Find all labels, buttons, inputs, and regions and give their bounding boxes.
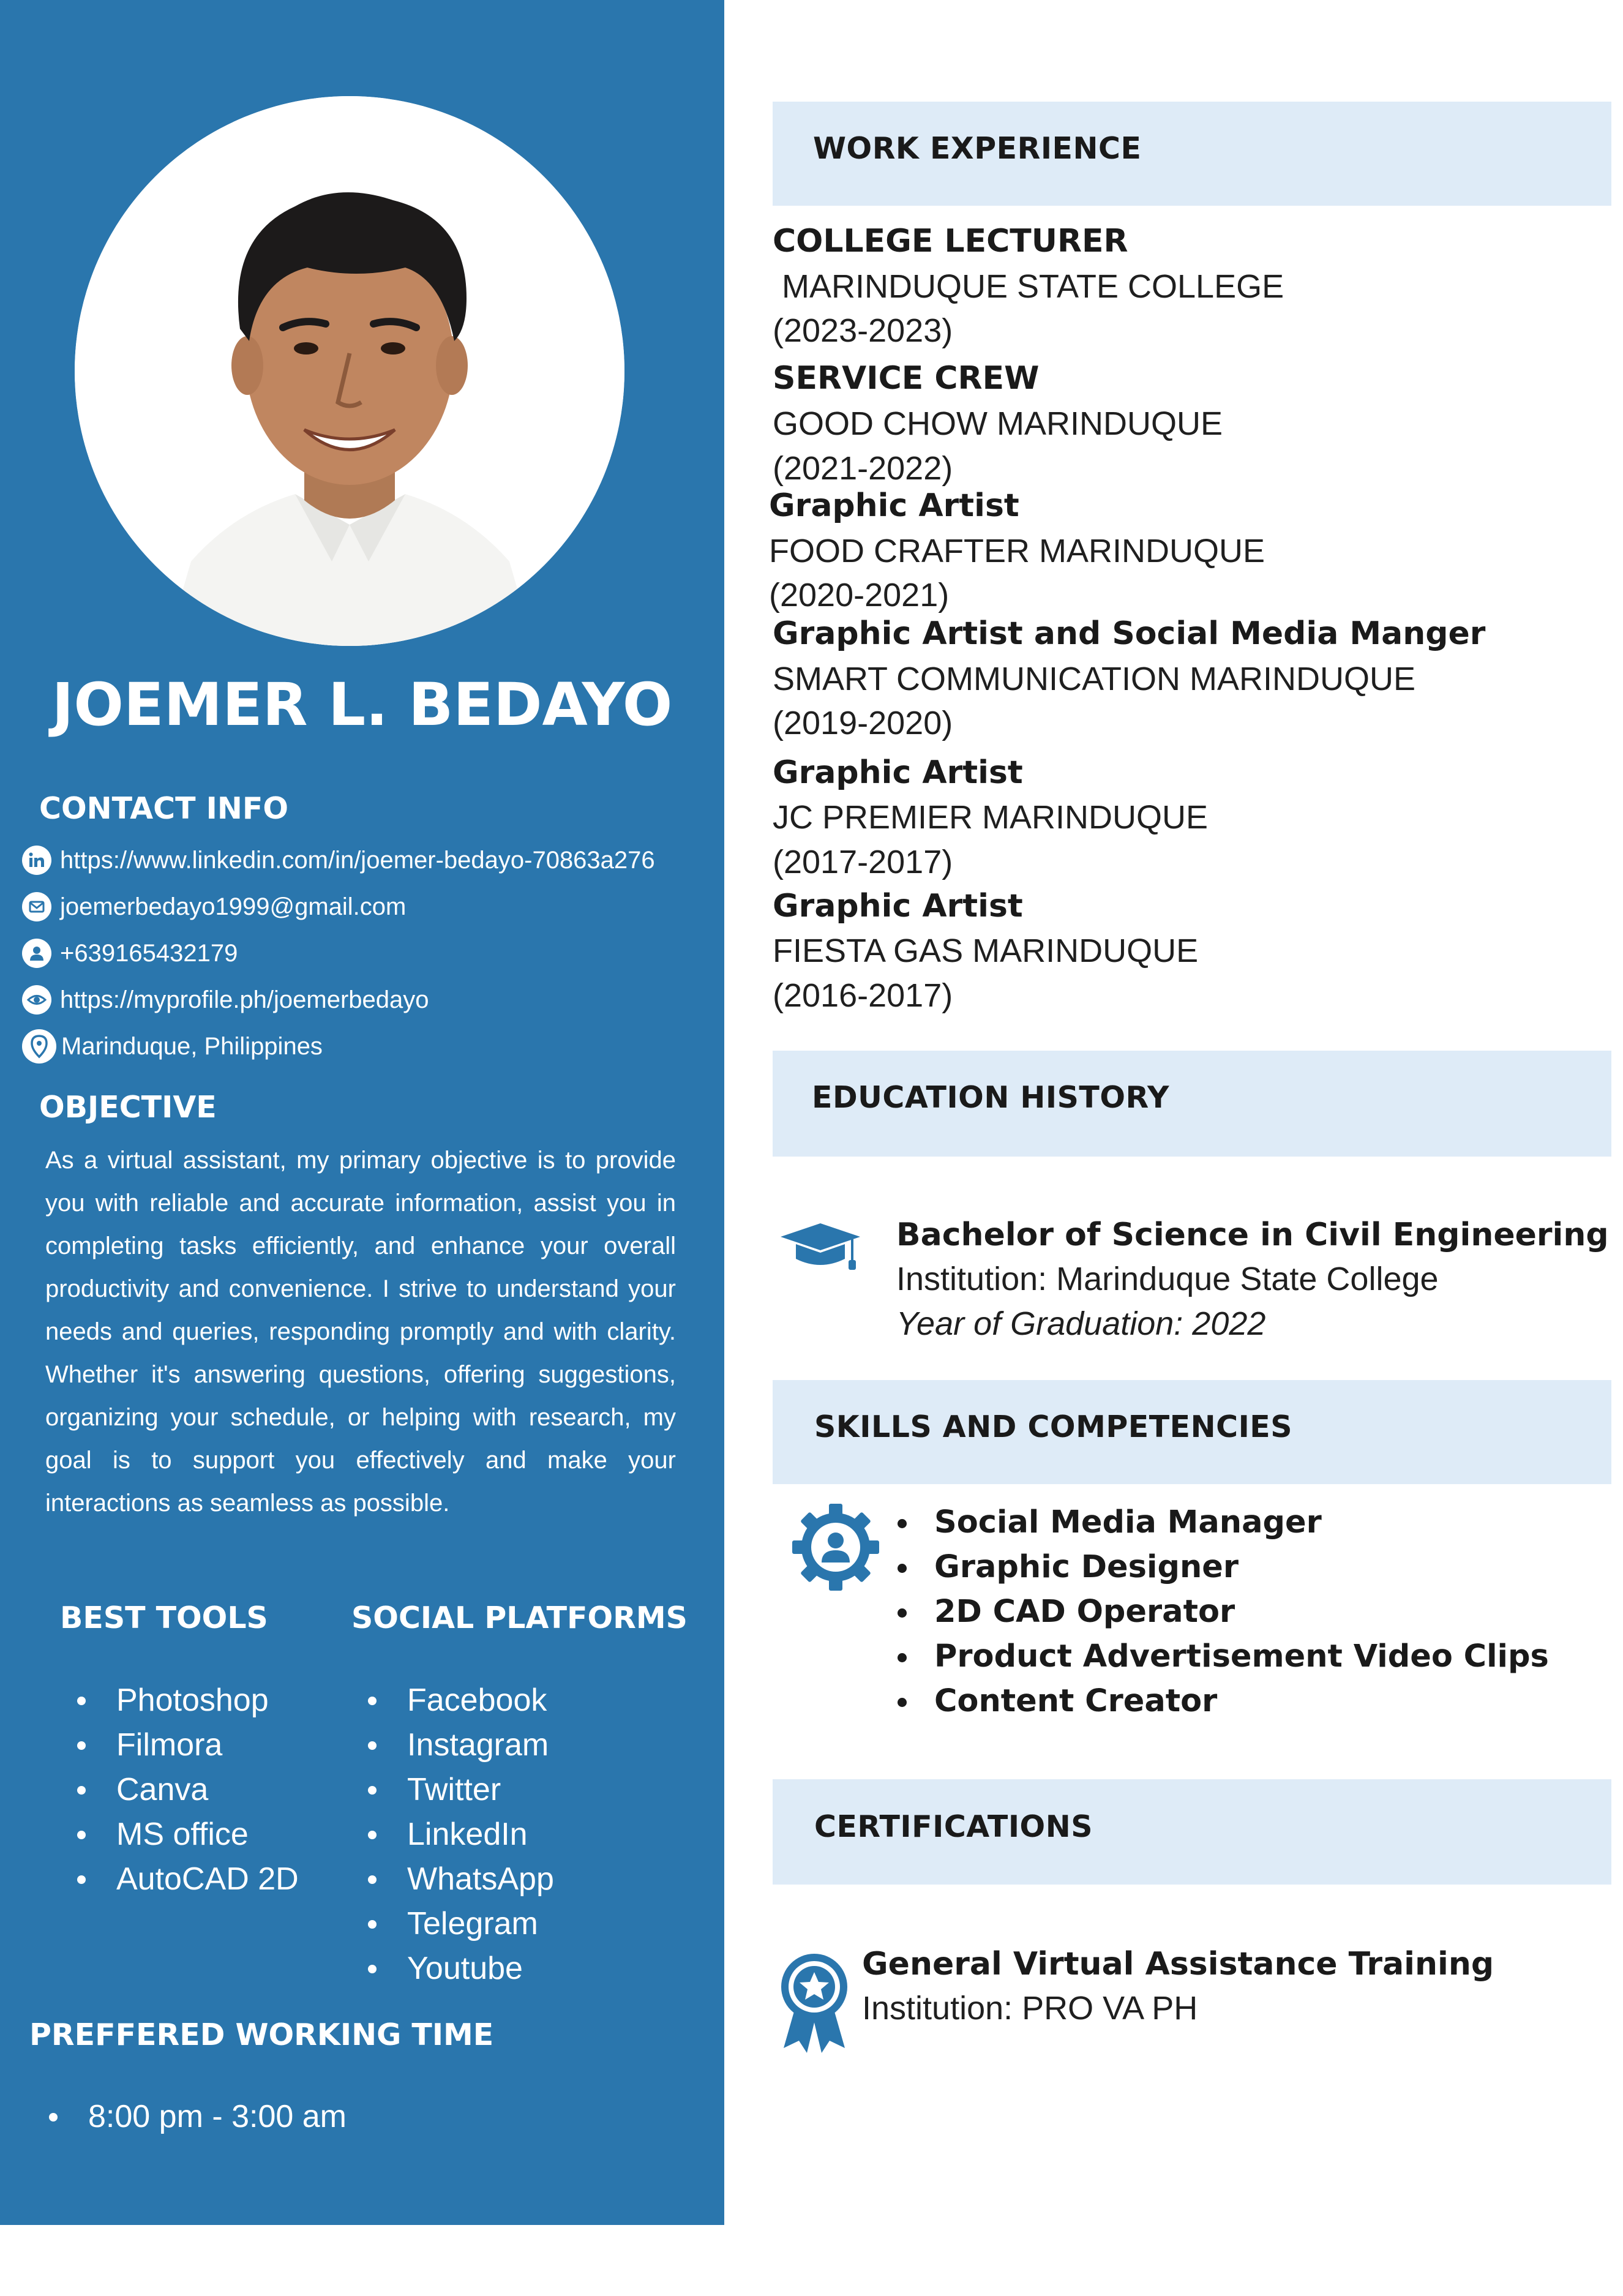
list-item: Filmora: [77, 1723, 299, 1768]
work-experience-heading: WORK EXPERIENCE: [813, 131, 1142, 166]
phone-number[interactable]: +639165432179: [60, 939, 238, 967]
job-title: Graphic Artist: [773, 888, 1023, 925]
email-address[interactable]: joemerbedayo1999@gmail.com: [60, 893, 407, 920]
list-item: Canva: [77, 1768, 299, 1812]
sidebar: [0, 0, 724, 2225]
contact-location: [22, 1028, 323, 1065]
job-company: MARINDUQUE STATE COLLEGE: [773, 268, 1284, 305]
list-item: Facebook: [368, 1678, 554, 1723]
gear-person-icon: [790, 1501, 882, 1596]
job-years: (2023-2023): [773, 312, 953, 349]
working-time-list: [49, 2095, 347, 2139]
location-pin-icon: [22, 1029, 56, 1064]
list-item: Graphic Designer: [898, 1545, 1549, 1589]
job-company: GOOD CHOW MARINDUQUE: [773, 405, 1223, 442]
list-item: Telegram: [368, 1902, 554, 1946]
email-icon: [22, 892, 51, 921]
job-title: Graphic Artist: [773, 754, 1023, 791]
job-company: JC PREMIER MARINDUQUE: [773, 799, 1209, 836]
list-item: Content Creator: [898, 1679, 1549, 1724]
linkedin-icon: [22, 846, 51, 875]
list-item: Product Advertisement Video Clips: [898, 1634, 1549, 1679]
linkedin-url[interactable]: https://www.linkedin.com/in/joemer-bedayo-70863a276: [60, 846, 655, 874]
skills-list: [898, 1500, 1549, 1724]
objective-heading: OBJECTIVE: [39, 1090, 217, 1125]
job-title: Graphic Artist and Social Media Manger: [773, 615, 1486, 652]
job-company: FOOD CRAFTER MARINDUQUE: [769, 533, 1265, 569]
social-platforms-list: [368, 1678, 554, 1991]
profile-url[interactable]: https://myprofile.ph/joemerbedayo: [60, 986, 429, 1013]
list-item: WhatsApp: [368, 1857, 554, 1902]
list-item: 8:00 pm - 3:00 am: [49, 2095, 347, 2139]
profile-photo: [75, 96, 624, 646]
graduation-cap-icon: [778, 1218, 863, 1276]
job-years: (2021-2022): [773, 450, 953, 487]
job-years: (2017-2017): [773, 844, 953, 880]
education-heading: EDUCATION HISTORY: [812, 1080, 1170, 1115]
contact-info-heading: CONTACT INFO: [39, 791, 288, 826]
certifications-heading: CERTIFICATIONS: [814, 1809, 1093, 1844]
contact-linkedin[interactable]: [22, 842, 655, 879]
list-item: Photoshop: [77, 1678, 299, 1723]
person-icon: [22, 939, 51, 968]
education-institution: Institution: Marinduque State College: [896, 1261, 1439, 1297]
contact-email[interactable]: [22, 888, 406, 925]
eye-icon: [22, 985, 51, 1015]
list-item: 2D CAD Operator: [898, 1589, 1549, 1634]
job-years: (2020-2021): [769, 577, 950, 613]
list-item: MS office: [77, 1812, 299, 1857]
job-title: COLLEGE LECTURER: [773, 223, 1128, 260]
best-tools-heading: BEST TOOLS: [60, 1600, 268, 1635]
list-item: AutoCAD 2D: [77, 1857, 299, 1902]
working-time-heading: PREFFERED WORKING TIME: [29, 2017, 494, 2052]
skills-heading: SKILLS AND COMPETENCIES: [814, 1409, 1293, 1444]
certification-institution: Institution: PRO VA PH: [862, 1990, 1198, 2027]
social-platforms-heading: SOCIAL PLATFORMS: [351, 1600, 688, 1635]
location-text: Marinduque, Philippines: [61, 1032, 323, 1060]
degree-title: Bachelor of Science in Civil Engineering: [896, 1217, 1609, 1253]
list-item: Social Media Manager: [898, 1500, 1549, 1545]
list-item: Youtube: [368, 1946, 554, 1991]
award-ribbon-icon: [778, 1950, 851, 2057]
contact-profile[interactable]: [22, 981, 429, 1018]
job-years: (2019-2020): [773, 705, 953, 741]
candidate-name: JOEMER L. BEDAYO: [51, 670, 673, 739]
job-title: SERVICE CREW: [773, 360, 1040, 397]
list-item: Twitter: [368, 1768, 554, 1812]
list-item: Instagram: [368, 1723, 554, 1768]
job-title: Graphic Artist: [769, 487, 1019, 524]
contact-phone[interactable]: [22, 935, 238, 972]
list-item: LinkedIn: [368, 1812, 554, 1857]
job-company: SMART COMMUNICATION MARINDUQUE: [773, 661, 1416, 697]
job-company: FIESTA GAS MARINDUQUE: [773, 932, 1199, 969]
objective-text: As a virtual assistant, my primary objective is to provide you with reliable and accurate information, assist you in completing tasks efficiently, and enhance your overall productivity and convenience. I strive to understand your needs and queries, responding promptly and with clarity. Whether it's answering questions, offering suggestions, organizing your schedule, or helping with research, my goal is to support you effectively and make your interactions as seamless as possible.: [45, 1147, 676, 1517]
certification-title: General Virtual Assistance Training: [862, 1946, 1494, 1983]
best-tools-list: [77, 1678, 299, 1902]
graduation-year: Year of Graduation: 2022: [896, 1305, 1266, 1342]
job-years: (2016-2017): [773, 977, 953, 1014]
